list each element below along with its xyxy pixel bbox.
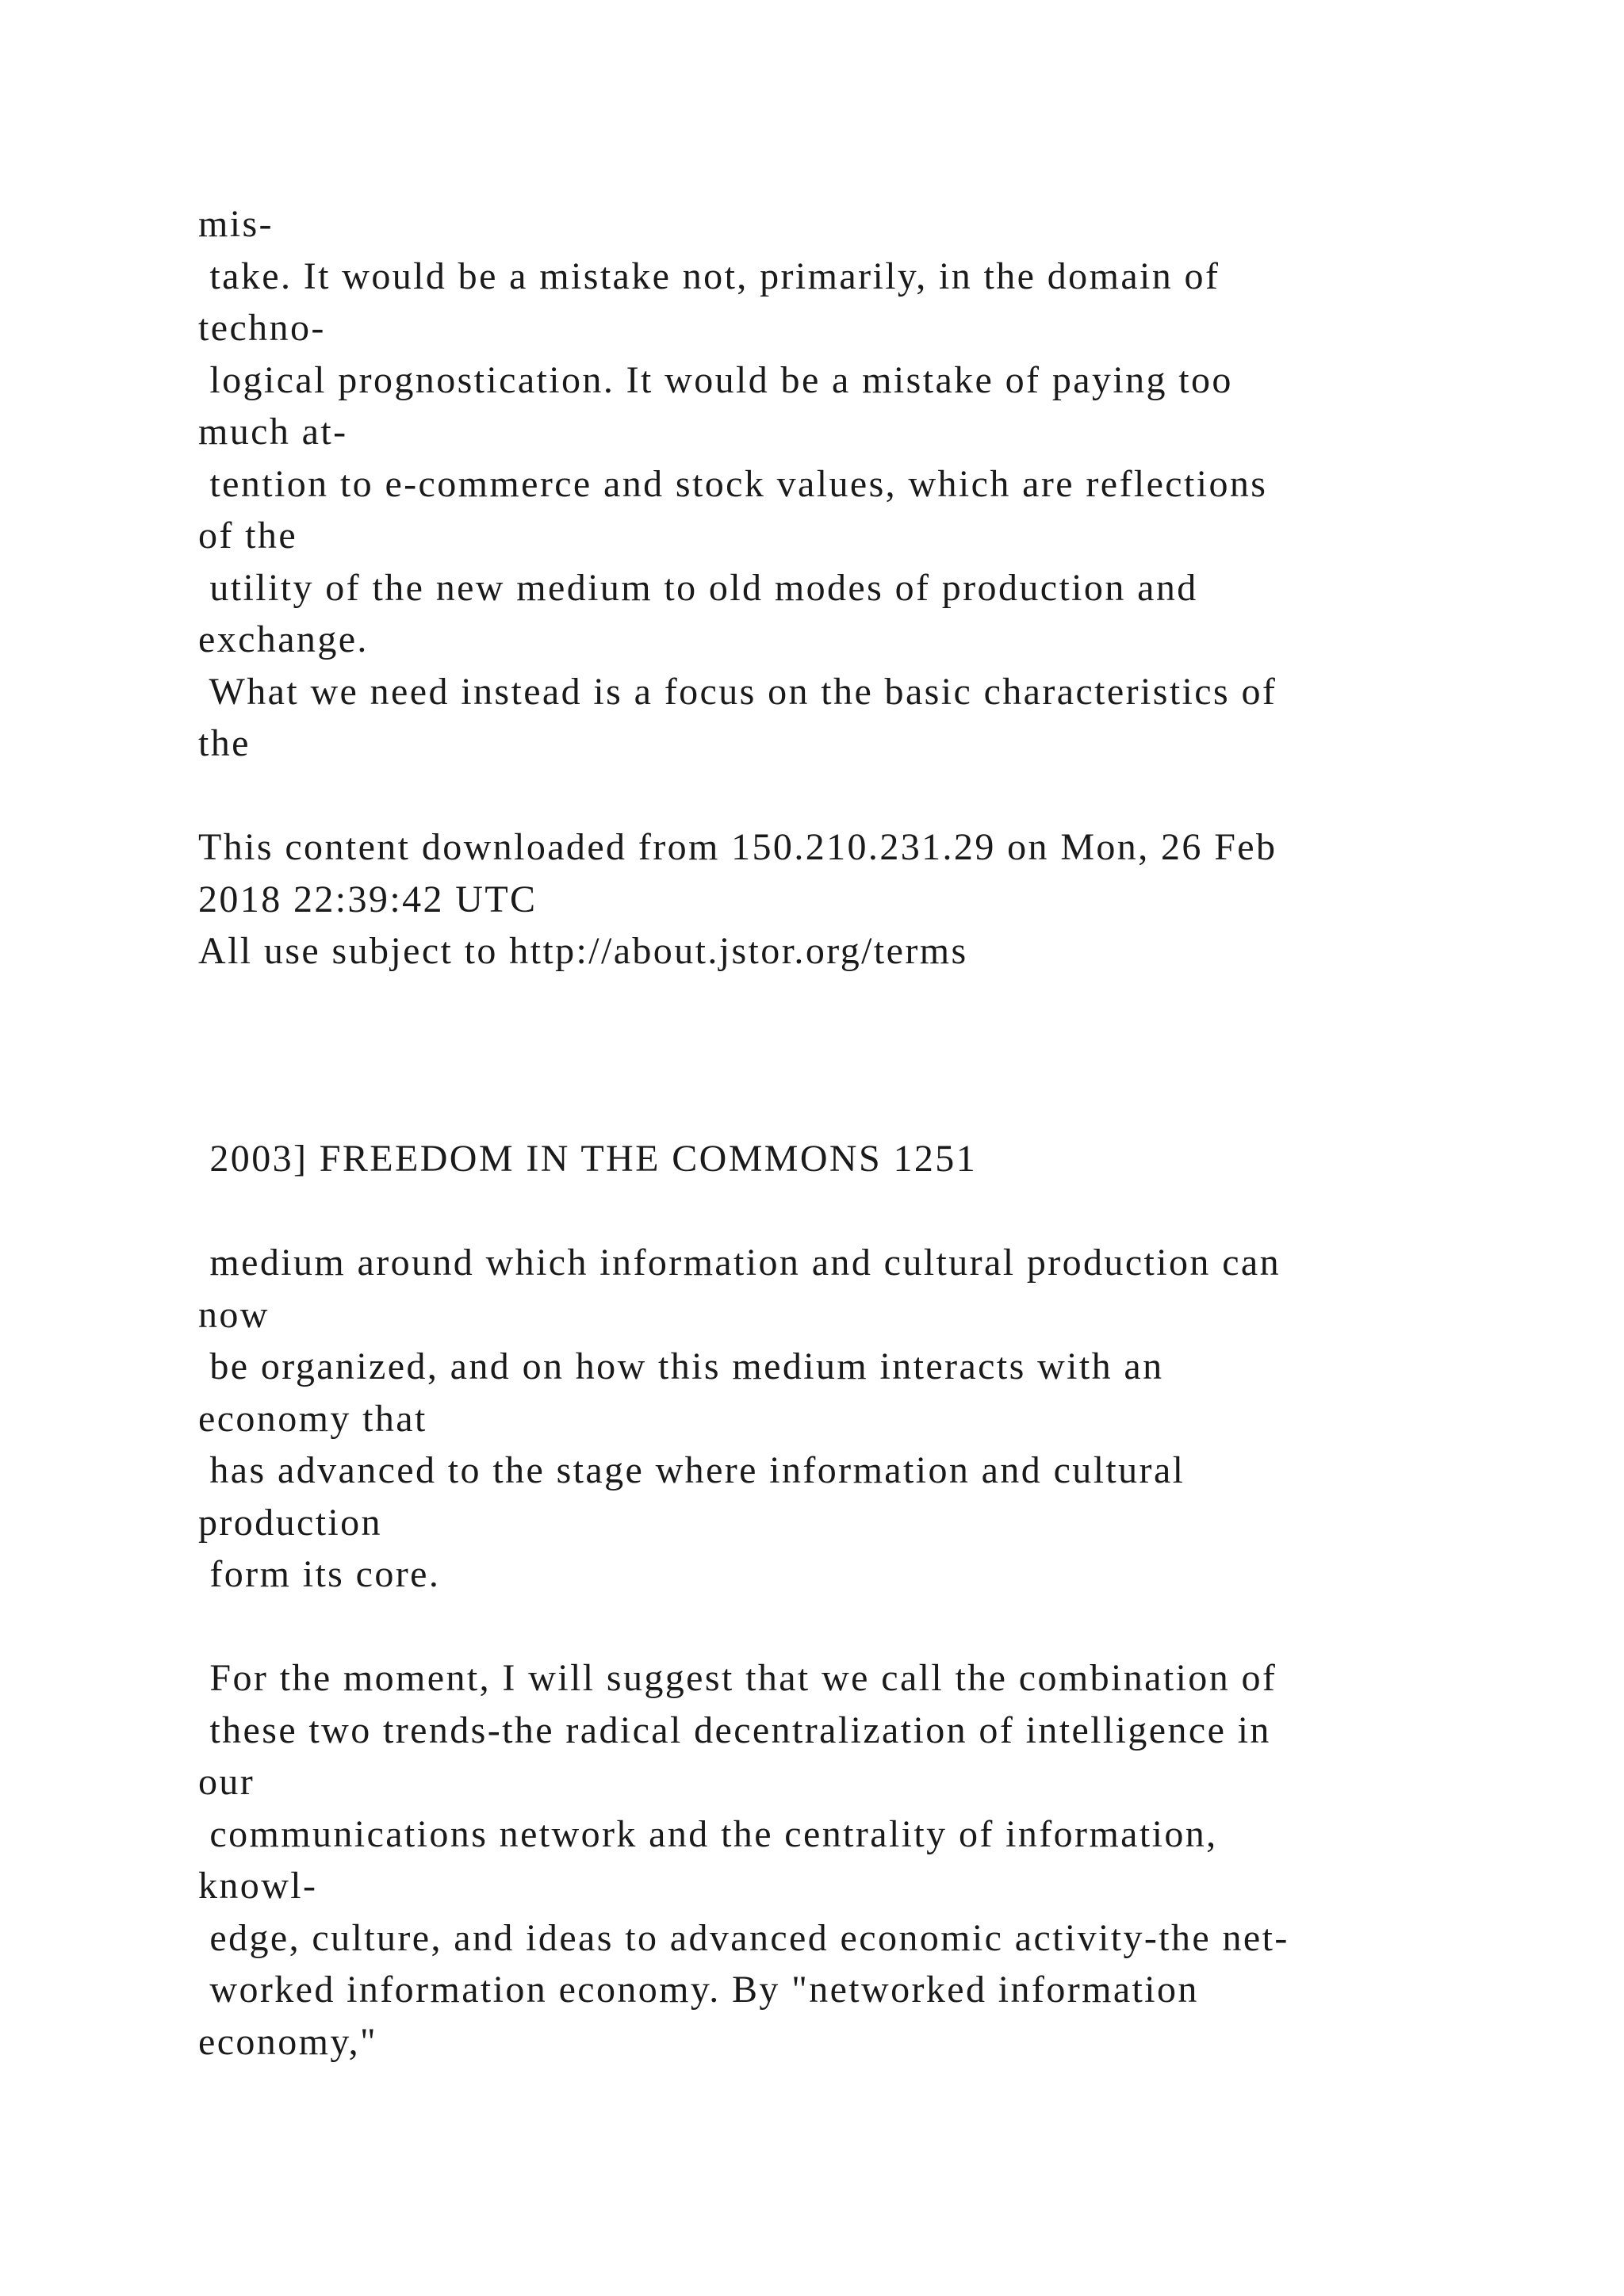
text-line: of the: [198, 515, 298, 557]
blank-line: [198, 1601, 1507, 1653]
download-timestamp: 2018 22:39:42 UTC: [198, 878, 538, 920]
text-line: much at-: [198, 411, 348, 453]
download-notice: This content downloaded from 150.210.231.29 on Mon, 26 Feb: [198, 826, 1277, 868]
text-line: be organized, and on how this medium interacts with an: [198, 1345, 1164, 1387]
blank-line: [198, 1081, 1507, 1134]
text-line: communications network and the centrality of information,: [198, 1812, 1218, 1855]
text-line: logical prognostication. It would be a mistake of paying too: [198, 358, 1233, 401]
text-line: our: [198, 1761, 255, 1803]
document-text: [198, 198, 1507, 2068]
blank-line: [198, 1029, 1507, 1081]
blank-line: [198, 1185, 1507, 1238]
blank-line: [198, 978, 1507, 1030]
text-line: What we need instead is a focus on the basic characteristics of: [198, 670, 1277, 713]
text-line: knowl-: [198, 1865, 318, 1907]
text-line: edge, culture, and ideas to advanced economic activity-the net-: [198, 1916, 1289, 1959]
text-line: has advanced to the stage where information and cultural: [198, 1449, 1185, 1491]
terms-notice: All use subject to http://about.jstor.org/terms: [198, 930, 968, 972]
text-line: techno-: [198, 307, 326, 349]
text-line: form its core.: [198, 1553, 441, 1595]
text-line: take. It would be a mistake not, primarily, in the domain of: [198, 254, 1220, 297]
text-line: the: [198, 722, 251, 764]
text-line: exchange.: [198, 618, 369, 660]
text-line: now: [198, 1293, 270, 1336]
text-line: production: [198, 1501, 382, 1544]
text-line: mis-: [198, 203, 274, 245]
text-line: utility of the new medium to old modes of production and: [198, 566, 1198, 609]
text-line: these two trends-the radical decentralization of intelligence in: [198, 1709, 1271, 1751]
text-line: economy that: [198, 1397, 427, 1440]
text-line: For the moment, I will suggest that we call the combination of: [198, 1657, 1277, 1699]
text-line: economy,": [198, 2020, 378, 2063]
running-header: 2003] FREEDOM IN THE COMMONS 1251: [198, 1138, 978, 1180]
text-line: tention to e-commerce and stock values, which are reflections: [198, 462, 1268, 505]
text-line: medium around which information and cultural production can: [198, 1242, 1281, 1284]
text-line: worked information economy. By "networked information: [198, 1969, 1199, 2011]
blank-line: [198, 770, 1507, 822]
